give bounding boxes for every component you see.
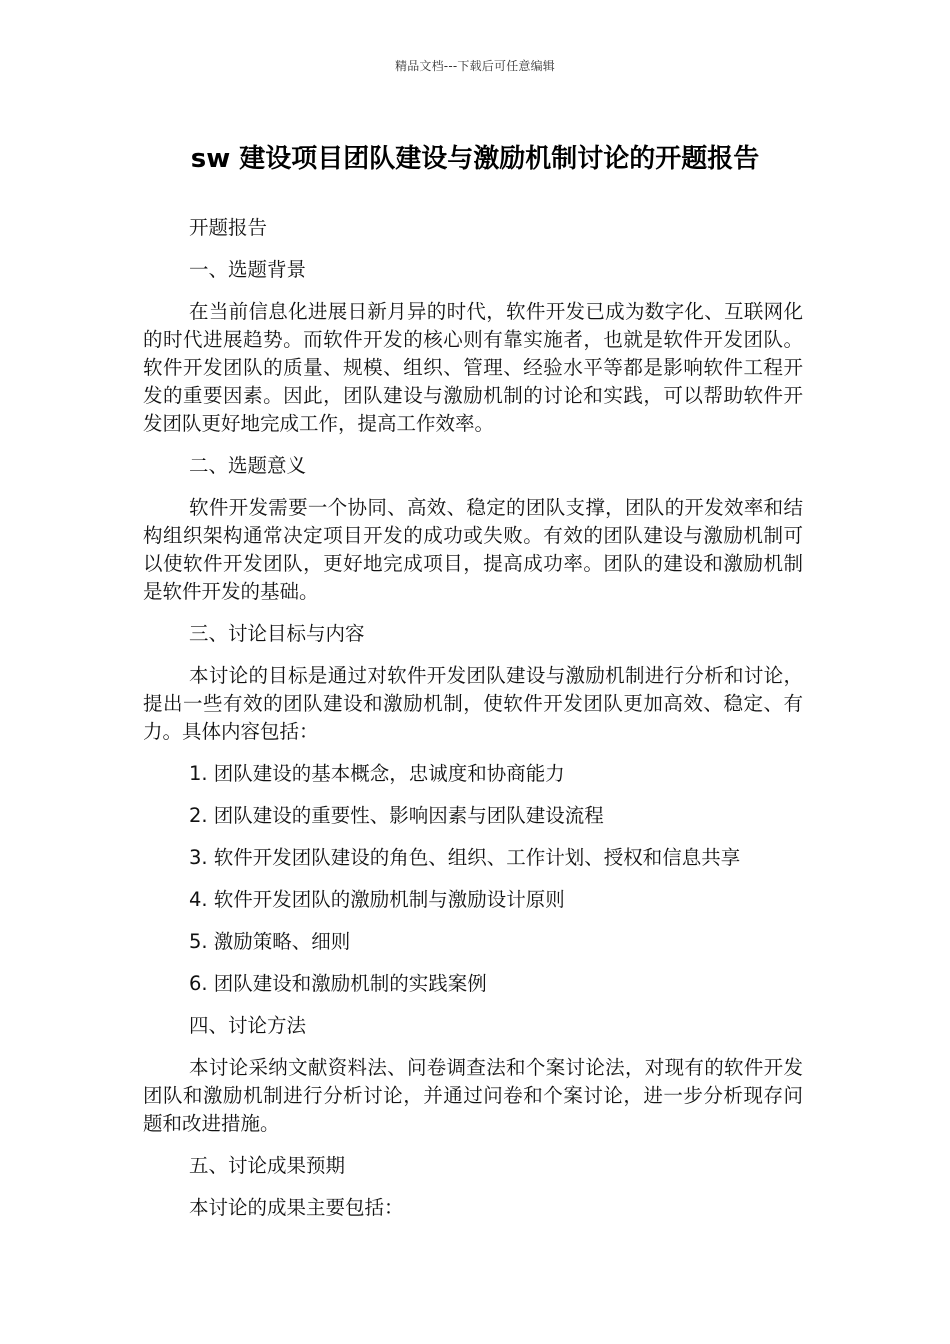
section-body-background: 在当前信息化进展日新月异的时代，软件开发已成为数字化、互联网化的时代进展趋势。而软件开发的核心则有靠实施者，也就是软件开发团队。软件开发团队的质量、规模、组织、管理、经验水平等都是影响软件工程开发的重要因素。因此，团队建设与激励机制的讨论和实践，可以帮助软件开发团队更好地完成工作，提高工作效率。 [143, 300, 803, 435]
report-label: 开题报告 [189, 216, 268, 239]
section-body-methods: 本讨论采纳文献资料法、问卷调查法和个案讨论法，对现有的软件开发团队和激励机制进行分析讨论，并通过问卷和个案讨论，进一步分析现存问题和改进措施。 [143, 1056, 803, 1135]
list-item: 2. 团队建设的重要性、影响因素与团队建设流程 [189, 804, 604, 827]
section-heading-expected-results: 五、讨论成果预期 [189, 1154, 346, 1177]
header-note: 精品文档---下载后可任意编辑 [395, 59, 555, 73]
section-body-goals: 本讨论的目标是通过对软件开发团队建设与激励机制进行分析和讨论，提出一些有效的团队建设和激励机制，使软件开发团队更加高效、稳定、有力。具体内容包括： [143, 664, 803, 743]
document-body [143, 214, 803, 1236]
list-item: 6. 团队建设和激励机制的实践案例 [189, 972, 487, 995]
section-heading-significance: 二、选题意义 [189, 454, 307, 477]
list-item: 5. 激励策略、细则 [189, 930, 351, 953]
section-body-significance: 软件开发需要一个协同、高效、稳定的团队支撑，团队的开发效率和结构组织架构通常决定项目开发的成功或失败。有效的团队建设与激励机制可以使软件开发团队，更好地完成项目，提高成功率。团队的建设和激励机制是软件开发的基础。 [143, 496, 803, 603]
list-item: 4. 软件开发团队的激励机制与激励设计原则 [189, 888, 565, 911]
list-item: 1. 团队建设的基本概念，忠诚度和协商能力 [189, 762, 565, 785]
section-body-expected-results: 本讨论的成果主要包括： [189, 1196, 404, 1219]
list-item: 3. 软件开发团队建设的角色、组织、工作计划、授权和信息共享 [189, 846, 741, 869]
document-title: sw 建设项目团队建设与激励机制讨论的开题报告 [190, 144, 760, 174]
section-heading-goals: 三、讨论目标与内容 [189, 622, 365, 645]
section-heading-methods: 四、讨论方法 [189, 1014, 307, 1037]
section-heading-background: 一、选题背景 [189, 258, 307, 281]
